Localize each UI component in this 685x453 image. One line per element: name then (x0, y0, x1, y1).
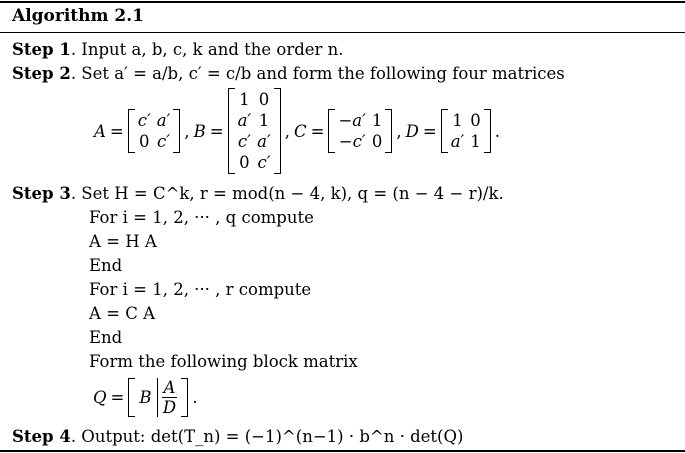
matrix-a: c′ a′ 0 c′ (128, 109, 181, 153)
step-3-line-4: For i = 1, 2, ··· , r compute (89, 280, 312, 299)
step-2-label: Step 2 (12, 64, 71, 83)
step-3-line-7: Form the following block matrix (89, 352, 358, 371)
top-rule (0, 1, 685, 3)
matrix-c-name: C (294, 121, 307, 141)
step-4 (12, 427, 463, 446)
block-left: B (139, 387, 152, 407)
matrix-b: 1 0 a′ 1 c′ a′ 0 c′ (228, 88, 281, 174)
step-3-line-2: A = H A (89, 232, 157, 251)
step-3 (12, 184, 504, 203)
step-3-line-1: For i = 1, 2, ··· , q compute (89, 208, 314, 227)
step-3-text: . Set H = C^k, r = mod(n − 4, k), q = (n − 4 − r)/k. (70, 184, 504, 203)
bottom-rule (0, 450, 685, 452)
block-lhs: Q (93, 387, 107, 407)
step-2-text: . Set a′ = a/b, c′ = c/b and form the following four matrices (70, 64, 565, 83)
header-rule (0, 32, 685, 33)
block-fraction: $\frac{A}{D}$ (162, 377, 177, 417)
algorithm-title: Algorithm 2.1 (12, 6, 144, 26)
matrix-a-name: A (94, 121, 106, 141)
step-4-label: Step 4 (12, 427, 71, 446)
matrix-b-name: B (193, 121, 206, 141)
matrix-c: −a′ 1 −c′ 0 (328, 109, 392, 153)
step-3-line-6: End (89, 328, 123, 347)
step-2 (12, 64, 565, 83)
matrix-d: 1 0 a′ 1 (441, 109, 491, 153)
block-matrix-q: Q = B $\frac{A}{D}$ . (93, 377, 198, 417)
step-4-text: . Output: det(T_n) = (−1)^(n−1) · b^n · det(Q) (70, 427, 464, 446)
step-1-label: Step 1 (12, 40, 71, 59)
matrix-definitions: A = c′ a′ 0 c′ , B = 1 0 a′ 1 c′ a′ 0 c′ , C = −a′ 1 −c′ 0 , D = 1 0 a′ 1 . (94, 90, 501, 172)
step-3-label: Step 3 (12, 184, 71, 203)
step-3-line-5: A = C A (89, 304, 156, 323)
step-3-line-3: End (89, 256, 123, 275)
step-1 (12, 40, 344, 59)
step-1-text: . Input a, b, c, k and the order n. (70, 40, 344, 59)
matrix-d-name: D (405, 121, 419, 141)
